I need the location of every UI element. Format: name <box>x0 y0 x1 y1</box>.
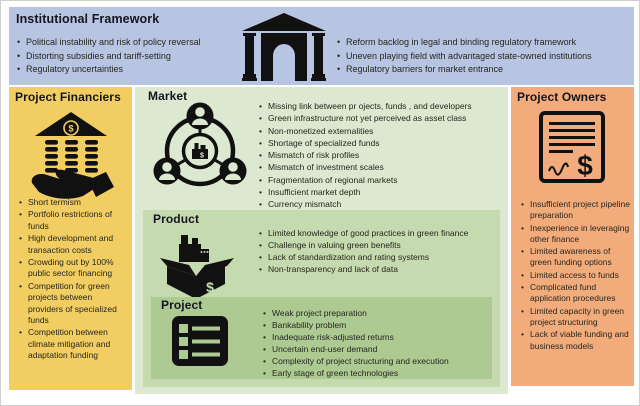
project-financiers-panel <box>9 87 132 390</box>
bullet-item: • Fragmentation of regional markets <box>259 174 507 186</box>
bullet-item: • Missing link between pr ojects, funds , and developers <box>259 100 507 112</box>
contract-document-icon <box>539 111 605 183</box>
checklist-icon <box>171 315 229 367</box>
bullet-item: • Shortage of specialized funds <box>259 137 507 149</box>
institutional-right-bullets <box>337 36 631 77</box>
institutional-framework-title: Institutional Framework <box>16 12 160 26</box>
bullet-item: • Limited access to funds <box>521 270 631 281</box>
bullet-item: • Competition for green projects between providers of specialized funds <box>19 281 129 327</box>
product-box-icon <box>159 234 235 300</box>
product-title: Product <box>153 212 200 226</box>
project-financiers-bullets <box>19 197 129 363</box>
bullet-item: • Regulatory barriers for market entrance <box>337 63 631 77</box>
bank-on-hand-icon <box>26 109 116 201</box>
bullet-item: • Non-monetized externalities <box>259 125 507 137</box>
bullet-item: • Distorting subsidies and tariff-setting <box>17 50 235 64</box>
bullet-item: • Limited capacity in green project structuring <box>521 306 631 329</box>
bullet-item: • Short termism <box>19 197 129 208</box>
bullet-item: • Inadequate risk-adjusted returns <box>263 331 489 343</box>
bullet-item: • Crowding out by 100% public sector financing <box>19 257 129 280</box>
product-panel <box>143 210 500 387</box>
bullet-item: • High development and transaction costs <box>19 233 129 256</box>
bullet-item: • Complexity of project structuring and execution <box>263 355 489 367</box>
svg-text:$: $ <box>577 150 593 181</box>
project-financiers-title: Project Financiers <box>15 90 121 104</box>
project-owners-bullets <box>521 199 631 353</box>
product-bullets <box>259 227 491 275</box>
bullet-item: • Lack of viable funding and business models <box>521 329 631 352</box>
bullet-item: • Weak project preparation <box>263 307 489 319</box>
bullet-item: • Limited awareness of green funding options <box>521 246 631 269</box>
bullet-item: • Limited knowledge of good practices in green finance <box>259 227 491 239</box>
bullet-item: • Competition between climate mitigation and adaptation funding <box>19 327 129 361</box>
svg-text:$: $ <box>206 279 214 295</box>
bullet-item: • Non-transparency and lack of data <box>259 263 491 275</box>
bullet-item: • Green infrastructure not yet perceived as asset class <box>259 112 507 124</box>
market-panel <box>135 87 508 394</box>
project-bullets <box>263 307 489 379</box>
monument-arch-icon <box>241 12 327 82</box>
bullet-item: • Regulatory uncertainties <box>17 63 235 77</box>
bullet-item: • Complicated fund application procedures <box>521 282 631 305</box>
institutional-framework-panel <box>9 7 634 85</box>
bullet-item: • Currency mismatch <box>259 198 507 210</box>
project-panel <box>151 297 492 379</box>
bullet-item: • Uneven playing field with advantaged state-owned institutions <box>337 50 631 64</box>
market-title: Market <box>148 89 188 103</box>
market-bullets <box>259 100 507 211</box>
bullet-item: • Political instability and risk of policy reversal <box>17 36 235 50</box>
project-owners-title: Project Owners <box>517 90 607 104</box>
bullet-item: • Lack of standardization and rating systems <box>259 251 491 263</box>
bullet-item: • Insufficient project pipeline preparation <box>521 199 631 222</box>
bullet-item: • Uncertain end-user demand <box>263 343 489 355</box>
bullet-item: • Mismatch of investment scales <box>259 161 507 173</box>
project-owners-panel <box>511 87 634 386</box>
bullet-item: • Inexperience in leveraging other finance <box>521 223 631 246</box>
bullet-item: • Insufficient market depth <box>259 186 507 198</box>
svg-text:$: $ <box>68 123 74 135</box>
svg-text:$: $ <box>200 152 204 160</box>
project-title: Project <box>161 298 203 312</box>
institutional-left-bullets <box>17 36 235 77</box>
bullet-item: • Challenge in valuing green benefits <box>259 239 491 251</box>
market-network-icon <box>150 101 250 197</box>
bullet-item: • Portfolio restrictions of funds <box>19 209 129 232</box>
bullet-item: • Early stage of green technologies <box>263 367 489 379</box>
bullet-item: • Reform backlog in legal and binding regulatory framework <box>337 36 631 50</box>
bullet-item: • Bankability problem <box>263 319 489 331</box>
bullet-item: • Mismatch of risk profiles <box>259 149 507 161</box>
